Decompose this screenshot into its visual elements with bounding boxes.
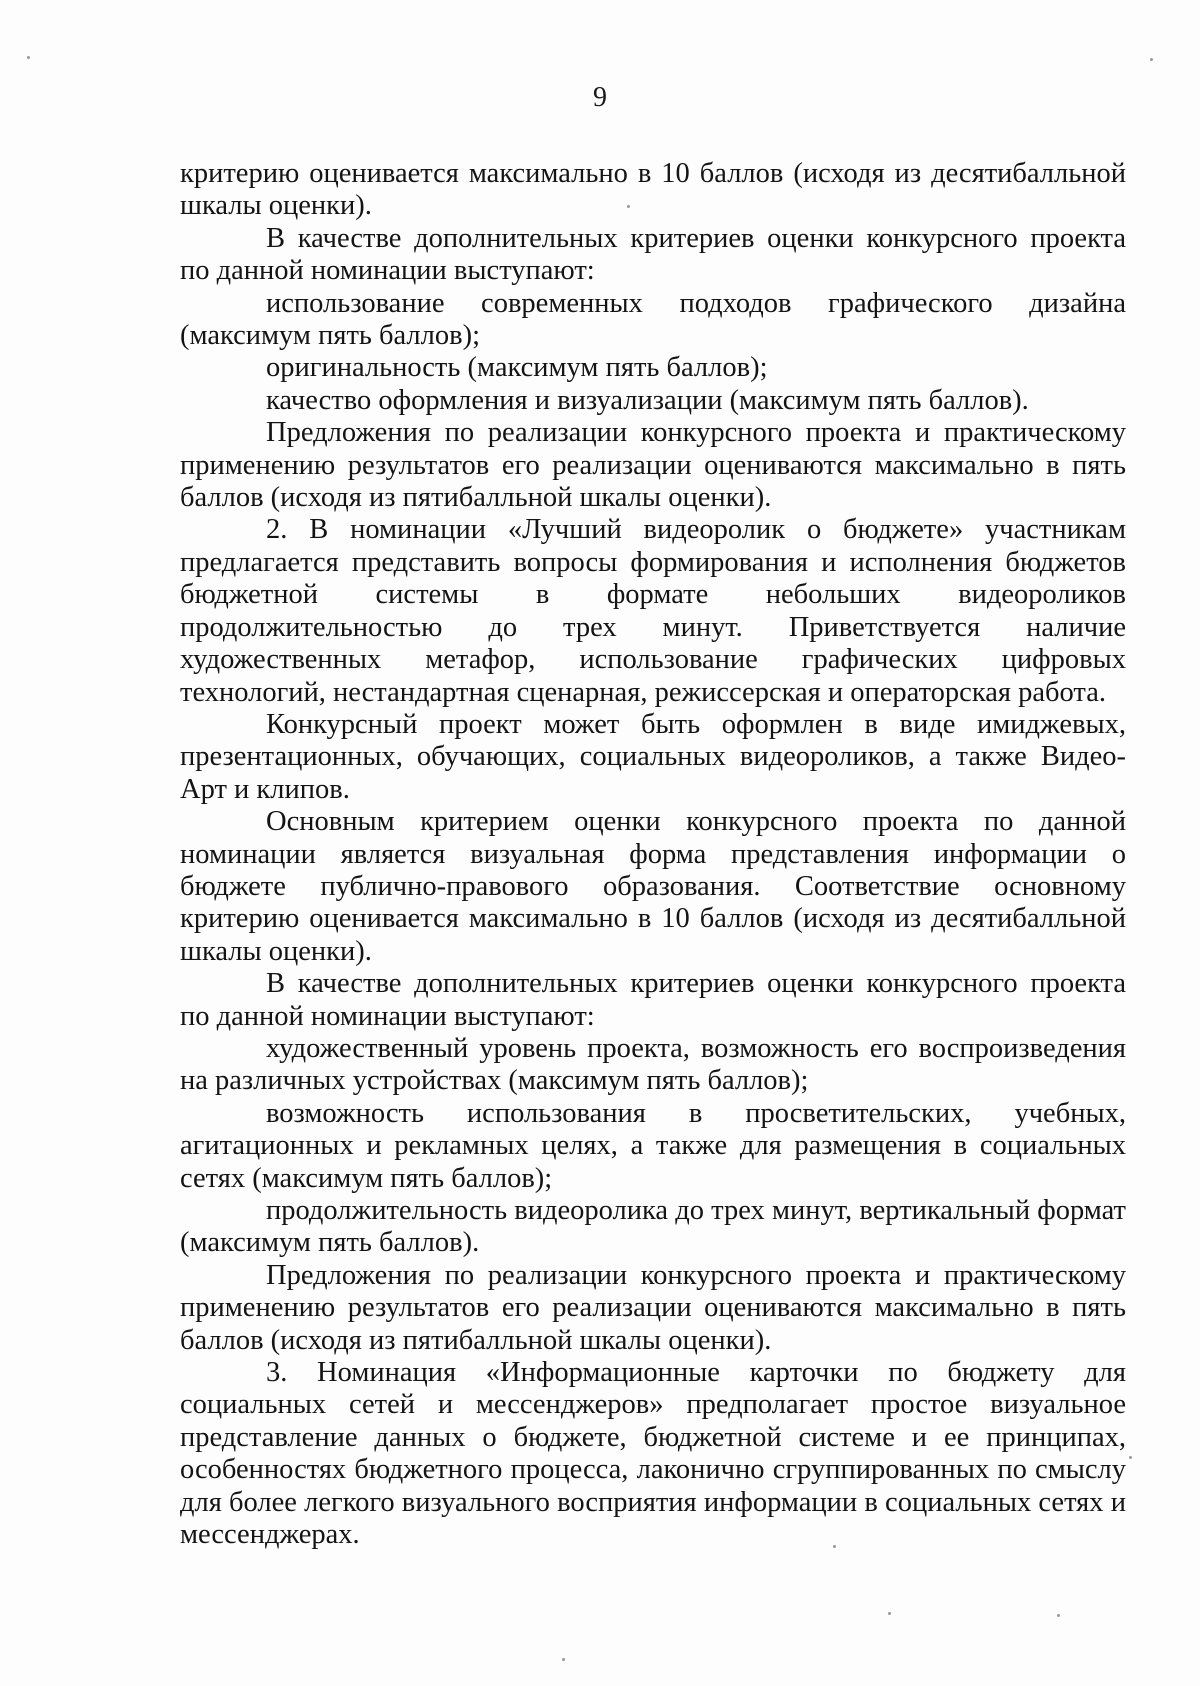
scan-speck: [562, 1658, 565, 1661]
paragraph: Предложения по реализации конкурсного проекта и практическому применению результатов его реализации оцениваются максимально в пять баллов (исходя из пятибалльной шкалы оценки).: [180, 417, 1126, 514]
paragraph: 2. В номинации «Лучший видеоролик о бюджете» участникам предлагается представить вопросы формирования и исполнения бюджетов бюджетной системы в формате небольших видеороликов продолжительностью до трех минут. Приветствуется наличие художественных метафор, использование графических цифровых технологий, нестандартная сценарная, режиссерская и операторская работа.: [180, 514, 1126, 708]
scan-speck: [1129, 1456, 1132, 1459]
paragraph: художественный уровень проекта, возможность его воспроизведения на различных устройствах (максимум пять баллов);: [180, 1032, 1126, 1097]
paragraph: Основным критерием оценки конкурсного проекта по данной номинации является визуальная форма представления информации о бюджете публично-правового образования. Соответствие основному критерию оценивается максимально в 10 баллов (исходя из десятибалльной шкалы оценки).: [180, 806, 1126, 967]
document-body: [180, 158, 1126, 1551]
paragraph: оригинальность (максимум пять баллов);: [266, 352, 768, 384]
paragraph: использование современных подходов графического дизайна (максимум пять баллов);: [180, 287, 1126, 352]
paragraph: 3. Номинация «Информационные карточки по бюджету для социальных сетей и мессенджеров» предполагает простое визуальное представление данных о бюджете, бюджетной системе и ее принципах, особенностях бюджетного процесса, лаконично сгруппированных по смыслу для более легкого визуального восприятия информации в социальных сетях и мессенджерах.: [180, 1357, 1126, 1551]
scan-speck: [1057, 1614, 1060, 1617]
paragraph: Предложения по реализации конкурсного проекта и практическому применению результатов его реализации оцениваются максимально в пять баллов (исходя из пятибалльной шкалы оценки).: [180, 1259, 1126, 1356]
scan-speck: [27, 56, 30, 59]
paragraph: В качестве дополнительных критериев оценки конкурсного проекта по данной номинации выступают:: [180, 968, 1126, 1032]
paragraph: Конкурсный проект может быть оформлен в виде имиджевых, презентационных, обучающих, социальных видеороликов, а также Видео-Арт и клипов.: [180, 708, 1126, 805]
paragraph: продолжительность видеоролика до трех минут, вертикальный формат (максимум пять баллов).: [180, 1195, 1126, 1259]
paragraph: возможность использования в просветительских, учебных, агитационных и рекламных целях, а также для размещения в социальных сетях (максимум пять баллов);: [180, 1097, 1126, 1194]
scan-speck: [833, 1545, 836, 1548]
scan-speck: [627, 205, 630, 208]
scan-speck: [1150, 58, 1153, 61]
paragraph: качество оформления и визуализации (максимум пять баллов).: [266, 384, 1029, 416]
page-number: 9: [593, 82, 607, 113]
scan-speck: [888, 1612, 891, 1615]
paragraph: В качестве дополнительных критериев оценки конкурсного проекта по данной номинации выступают:: [180, 222, 1126, 287]
paragraph: критерию оценивается максимально в 10 баллов (исходя из десятибалльной шкалы оценки).: [180, 158, 1126, 222]
